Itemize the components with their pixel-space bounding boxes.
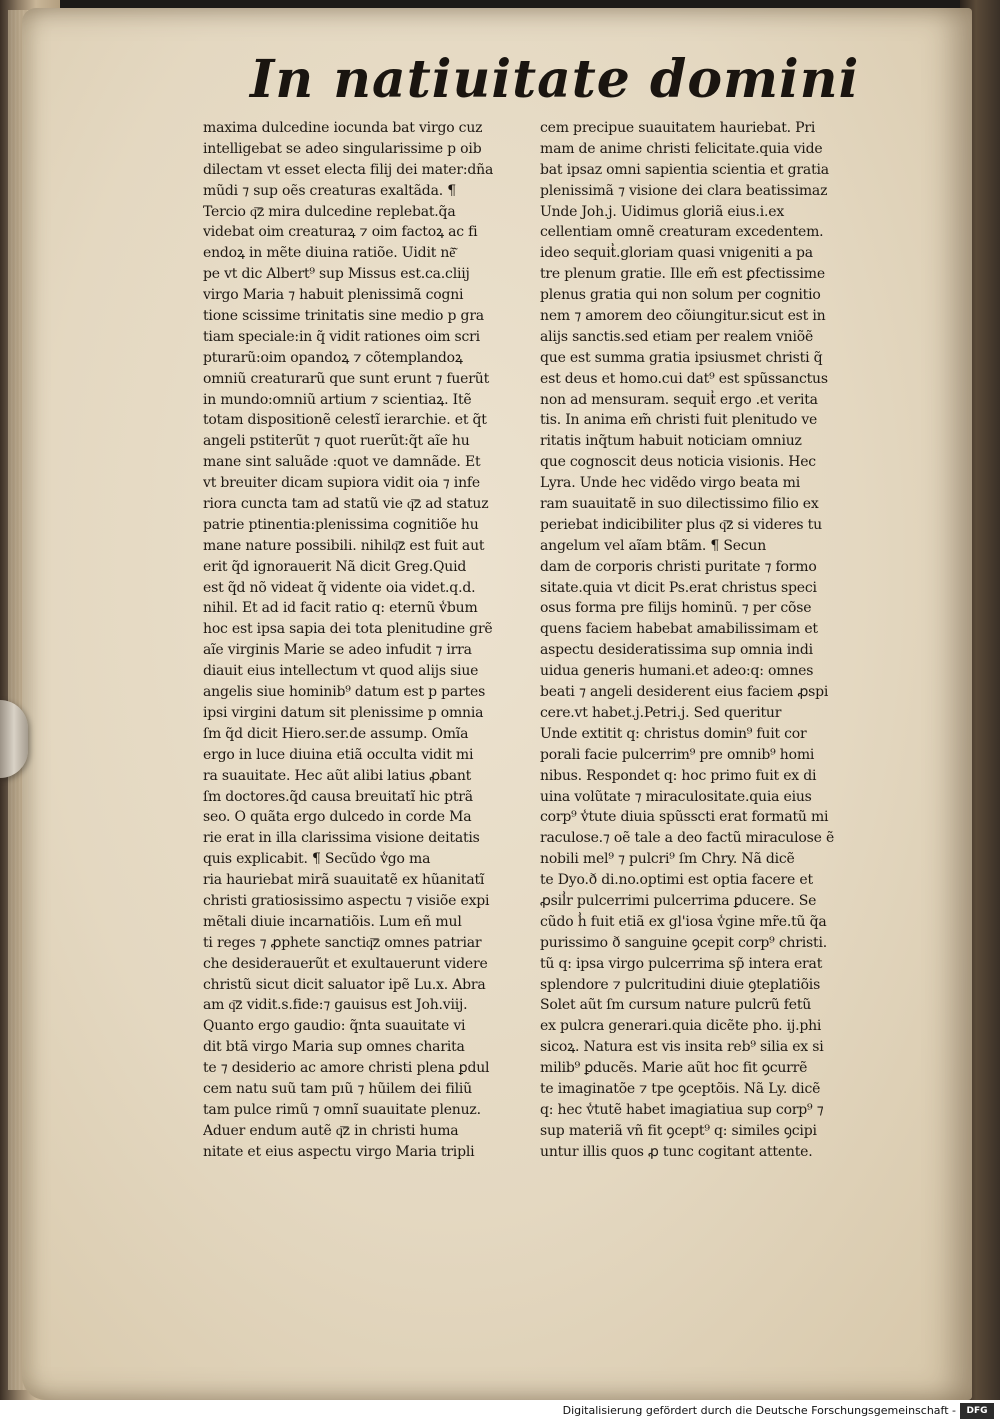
text-line: Solet aũt ſm cursum nature pulcrũ fetũ — [540, 997, 812, 1014]
text-line: plenissimã ⁊ visione dei clara beatissimaz — [540, 182, 828, 199]
text-line: raculose.⁊ oẽ tale a deo factũ miraculose ẽ — [540, 830, 835, 847]
text-line: bat ipsaz omni sapientia scientia et gratia — [540, 161, 829, 178]
text-line: ra suauitate. Hec aũt alibi latius ꝓbant — [203, 767, 472, 784]
text-line: diauit eius intellectum vt quod alijs siue — [203, 663, 479, 680]
text-line: Quanto ergo gaudio: q̃nta suauitate vi — [203, 1018, 466, 1035]
text-line: dam de corporis christi puritate ⁊ formo — [540, 558, 817, 575]
text-line: purissimo ð sanguine ꝯcepit corp⁹ christi. — [540, 934, 827, 951]
text-line: tam pulce rimũ ⁊ omnĩ suauitate plenuz. — [203, 1101, 481, 1118]
text-line: que est summa gratia ipsiusmet christi q̃ — [540, 349, 823, 366]
text-line: splendore ⁊ pulcritudini diuie ꝯteplatiõis — [540, 976, 821, 993]
text-line: ideo sequit̾.gloriam quasi vnigeniti a pa — [540, 245, 813, 262]
text-line: que cognoscit deus noticia visionis. Hec — [540, 454, 816, 471]
text-line: seo. O quãta ergo dulcedo in corde Ma — [203, 809, 472, 826]
text-line: plenus gratia qui non solum per cognitio — [540, 287, 821, 304]
text-line: q: hec v̾tutẽ habet imagiatiua sup corp⁹ ⁊ — [540, 1101, 824, 1118]
text-line: cem natu suũ tam pıũ ⁊ hũilem dei filiũ — [203, 1080, 472, 1097]
text-line: dilectam vt esset electa filij dei mater:dña — [203, 161, 494, 178]
footer-credit: Digitalisierung gefördert durch die Deutsche Forschungsgemeinschaft - — [562, 1404, 956, 1417]
text-line: christi gratiosissimo aspectu ⁊ visiõe expi — [203, 892, 490, 909]
text-line: ria hauriebat mirã suauitatẽ ex hũanitatĩ — [203, 872, 485, 889]
text-line: quis explicabit. ¶ Secũdo v̾go ma — [203, 851, 431, 868]
text-line: ꝓsil̾r pulcerrimi pulcerrima ꝑducere. Se — [540, 892, 817, 909]
text-line: intelligebat se adeo singularissime p oib — [203, 140, 482, 157]
text-line: corp⁹ v̾tute diuia spũsscti erat formatũ mi — [540, 809, 829, 826]
text-line: pe vt dic Albert⁹ sup Missus est.ca.cliij — [203, 266, 470, 283]
text-line: tre plenum gratie. Ille em̃ est ꝑfectissime — [540, 266, 825, 283]
text-line: est q̃d nõ videat q̃ vidente oia videt.q.d. — [203, 579, 476, 596]
text-line: porali facie pulcerrim⁹ pre omnib⁹ homi — [540, 746, 815, 763]
text-line: sicoꝝ. Natura est vis insita reb⁹ silia ex si — [540, 1039, 824, 1056]
text-line: ram suauitatẽ in suo dilectissimo filio ex — [540, 496, 819, 513]
text-line: tũ q: ipsa virgo pulcerrima sp̃ intera erat — [540, 955, 823, 972]
text-line: angelum vel aĩam btãm. ¶ Secun — [540, 537, 767, 554]
text-line: beati ⁊ angeli desiderent eius faciem ꝓspi — [540, 684, 829, 701]
text-line: nihil. Et ad id facit ratio q: eternũ v̾bum — [203, 600, 478, 617]
text-line: te Dyo.ð di.no.optimi est optia facere et — [540, 872, 813, 889]
text-line: tis. In anima em̃ christi fuit plenitudo ve — [540, 412, 818, 429]
text-line: omniũ creaturarũ que sunt erunt ⁊ fuerũt — [203, 370, 489, 387]
text-line: pturarũ:oim opandoꝝ ⁊ cõtemplandoꝝ — [203, 349, 463, 366]
text-line: dit btã virgo Maria sup omnes charita — [203, 1039, 465, 1056]
footer-bar — [0, 1400, 1000, 1422]
text-line: hoc est ipsa sapia dei tota plenitudine grẽ — [203, 621, 493, 638]
text-line: nobili mel⁹ ⁊ pulcri⁹ ſm Chry. Nã dicẽ — [540, 851, 795, 868]
text-line: te ⁊ desiderio ac amore christi plena ꝑdul — [203, 1060, 490, 1077]
text-column-left — [203, 118, 538, 1163]
text-line: te imaginatõe ⁊ tpe ꝯceptõis. Nã Ly. dicẽ — [540, 1080, 821, 1097]
text-line: angelis siue hominib⁹ datum est p partes — [203, 684, 486, 701]
text-line: mane sint saluãde :quot ve damnãde. Et — [203, 454, 481, 471]
text-line: cũdo h̾ fuit etiã ex gl'iosa v̾gine mr̃e.tũ q̃a — [540, 913, 827, 930]
text-line: alijs sanctis.sed etiam per realem vniõẽ — [540, 328, 814, 345]
text-line: Unde extitit q: christus domin⁹ fuit cor — [540, 725, 807, 742]
text-line: ritatis inq̃tum habuit noticiam omniuz — [540, 433, 802, 450]
text-line: mane nature possibili. nihilq͞z est fuit aut — [203, 537, 485, 554]
text-line: cere.vt habet.j.Petri.j. Sed queritur — [540, 704, 782, 721]
text-line: Tercio q͞z mira dulcedine replebat.q̃a — [203, 203, 456, 220]
text-line: ipsi virgini datum sit plenissime p omnia — [203, 704, 484, 721]
text-line: nem ⁊ amorem deo cõiungitur.sicut est in — [540, 308, 826, 325]
text-line: nitate et eius aspectu virgo Maria tripli — [203, 1143, 475, 1160]
text-line: aspectu desideratissima sup omnia indi — [540, 642, 813, 659]
text-line: tiam speciale:in q̃ vidit rationes oim scri — [203, 328, 480, 345]
text-line: uidua generis humani.et adeo:q: omnes — [540, 663, 814, 680]
text-line: milib⁹ ꝑducẽs. Marie aũt hoc fit ꝯcurrẽ — [540, 1060, 808, 1077]
text-line: Lyra. Unde hec vidẽdo virgo beata mi — [540, 475, 800, 492]
text-line: ſm doctores.q̃d causa breuitatĩ hic ptrã — [203, 788, 473, 805]
text-line: christũ sicut dicit saluator ipẽ Lu.x. Abra — [203, 976, 486, 993]
text-line: rie erat in illa clarissima visione deitatis — [203, 830, 480, 847]
text-line: ſm q̃d dicit Hiero.ser.de assump. Omĩa — [203, 725, 469, 742]
text-line: untur illis quos ꝓ tunc cogitant attente. — [540, 1143, 813, 1160]
text-line: videbat oim creaturaꝝ ⁊ oim factoꝝ ac fi — [203, 224, 478, 241]
running-head: In natiuitate domini — [250, 49, 860, 110]
text-line: ex pulcra generari.quia dicẽte pho. ij.phi — [540, 1018, 822, 1035]
text-line: sup materiã vñ fit ꝯcept⁹ q: similes ꝯcipi — [540, 1122, 817, 1139]
text-line: uina volũtate ⁊ miraculositate.quia eius — [540, 788, 812, 805]
text-column-right — [540, 118, 880, 1163]
text-line: nibus. Respondet q: hoc primo fuit ex di — [540, 767, 817, 784]
text-line: cellentiam omnẽ creaturam excedentem. — [540, 224, 824, 241]
text-line: angeli pstiterũt ⁊ quot ruerũt:q̃t aĩe hu — [203, 433, 470, 450]
text-line: Aduer endum autẽ q͞z in christi huma — [203, 1122, 459, 1139]
text-line: riora cuncta tam ad statũ vie q͞z ad statuz — [203, 496, 489, 513]
text-line: ti reges ⁊ ꝓphete sanctiq͞z omnes patriar — [203, 934, 482, 951]
text-line: non ad mensuram. sequit̾ ergo .et verita — [540, 391, 818, 408]
text-line: mẽtali diuie incarnatiõis. Lum eñ mul — [203, 913, 462, 930]
text-line: maxima dulcedine iocunda bat virgo cuz — [203, 120, 483, 136]
text-line: sitate.quia vt dicit Ps.erat christus speci — [540, 579, 817, 596]
text-line: periebat indicibiliter plus q͞z si videres tu — [540, 516, 822, 533]
text-line: endoꝝ in mẽte diuina ratiõe. Uidit nẽ͂ — [203, 245, 456, 262]
text-line: mam de anime christi felicitate.quia vide — [540, 140, 823, 157]
text-line: mũdi ⁊ sup oẽs creaturas exaltãda. ¶ — [203, 182, 456, 199]
text-line: est deus et homo.cui dat⁹ est spũssanctus — [540, 370, 828, 387]
text-line: che desiderauerũt et exultauerunt videre — [203, 955, 488, 972]
text-line: patrie ptinentia:plenissima cognitiõe hu — [203, 516, 479, 533]
text-line: in mundo:omniũ artium ⁊ scientiaꝝ. Itẽ — [203, 391, 472, 408]
text-line: vt breuiter dicam supiora vidit oia ⁊ infe — [203, 475, 480, 492]
text-line: ergo in luce diuina etiã occulta vidit mi — [203, 746, 474, 763]
text-line: virgo Maria ⁊ habuit plenissimã cogni — [203, 287, 464, 304]
text-line: totam dispositionẽ celestĩ ierarchie. et q̃t — [203, 412, 487, 429]
dfg-logo-icon: DFG — [960, 1403, 994, 1419]
text-line: cem precipue suauitatem hauriebat. Pri — [540, 120, 816, 136]
text-line: quens faciem habebat amabilissimam et — [540, 621, 818, 638]
text-line: erit q̃d ignorauerit Nã dicit Greg.Quid — [203, 558, 467, 575]
text-line: aĩe virginis Marie se adeo infudit ⁊ irra — [203, 642, 472, 659]
text-line: tione scissime trinitatis sine medio p gra — [203, 308, 484, 325]
text-line: am q͞z vidit.s.fide:⁊ gauisus est Joh.viij. — [203, 997, 468, 1014]
text-line: osus forma pre filijs hominũ. ⁊ per cõse — [540, 600, 812, 617]
text-line: Unde Joh.j. Uidimus gloriã eius.i.ex — [540, 203, 785, 220]
